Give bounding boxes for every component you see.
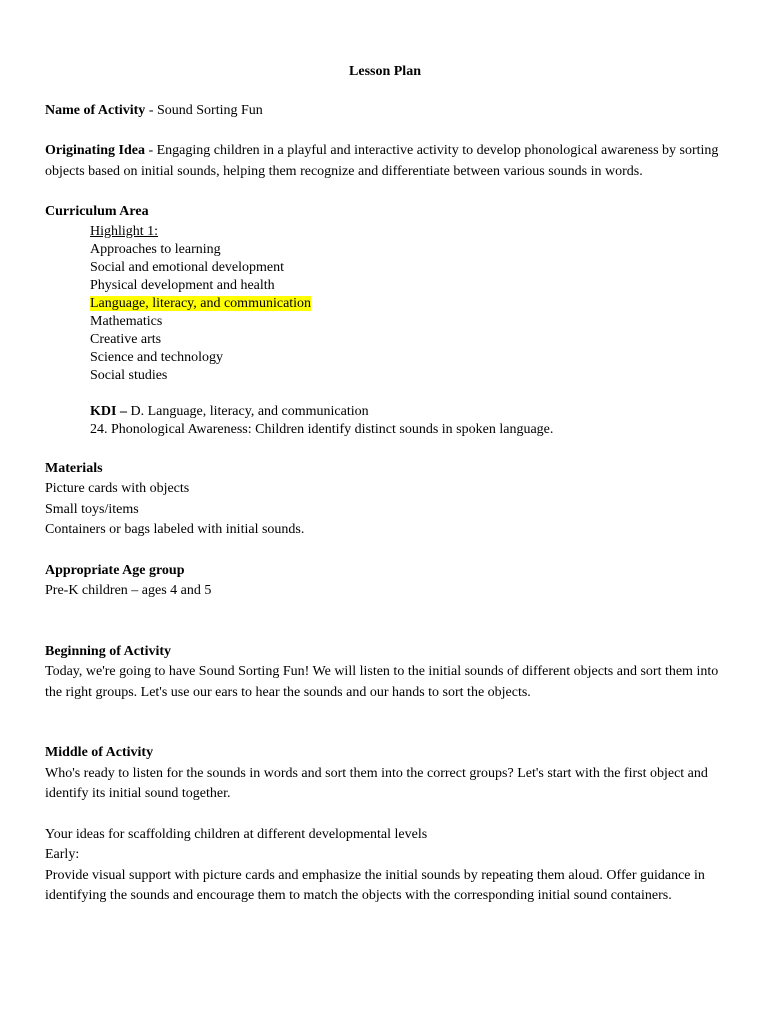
curriculum-item: Creative arts [90,331,162,347]
middle-text: Who's ready to listen for the sounds in words and sort them into the correct groups? Let's start with the first object and identify its initial sound together. [45,765,708,801]
activity-name-label: Name of Activity [45,102,146,118]
early-label: Early: [45,847,80,862]
kdi-line [90,403,725,421]
activity-name-value: - Sound Sorting Fun [145,102,263,118]
curriculum-item: Social studies [90,367,168,383]
materials-label: Materials [45,460,103,476]
curriculum-list [45,223,725,439]
kdi-label: KDI – [90,403,127,419]
page-title: Lesson Plan [349,64,421,79]
materials-item: Containers or bags labeled with initial sounds. [45,522,305,537]
curriculum-area-label: Curriculum Area [45,204,149,219]
curriculum-item: Mathematics [90,313,163,329]
age-group-value: Pre-K children – ages 4 and 5 [45,583,212,598]
beginning-text: Today, we're going to have Sound Sorting Fun! We will listen to the initial sounds of different objects and sort them into the right groups. Let's use our ears to hear the sounds and our hands to sort the objects. [45,664,719,700]
curriculum-item: Approaches to learning [90,241,221,257]
scaffold-intro: Your ideas for scaffolding children at different developmental levels [45,826,428,842]
curriculum-item: Physical development and health [90,277,275,293]
activity-name [45,101,725,122]
curriculum-item: Social and emotional development [90,259,285,275]
originating-idea-value: - Engaging children in a playful and interactive activity to develop phonological awareness by sorting objects based on initial sounds, helping them recognize and differentiate between various sounds in words. [45,143,719,179]
beginning-label: Beginning of Activity [45,643,172,659]
middle-label: Middle of Activity [45,745,154,760]
materials-item: Picture cards with objects [45,481,190,496]
age-group-label: Appropriate Age group [45,562,185,578]
originating-idea-label: Originating Idea [45,143,145,158]
early-text: Provide visual support with picture cards and emphasize the initial sounds by repeating them aloud. Offer guidance in identifying the sounds and encourage them to match the objects with the corresponding initial sound containers. [45,867,705,903]
kdi-value: D. Language, literacy, and communication [126,403,369,419]
materials-item: Small toys/items [45,501,139,517]
originating-idea [45,141,725,182]
curriculum-item: Science and technology [90,349,223,365]
kdi-detail: 24. Phonological Awareness: Children identify distinct sounds in spoken language. [90,421,554,437]
curriculum-item-highlighted: Language, literacy, and communication [90,295,312,311]
document-page [45,60,725,907]
highlight-label: Highlight 1: [90,223,159,239]
